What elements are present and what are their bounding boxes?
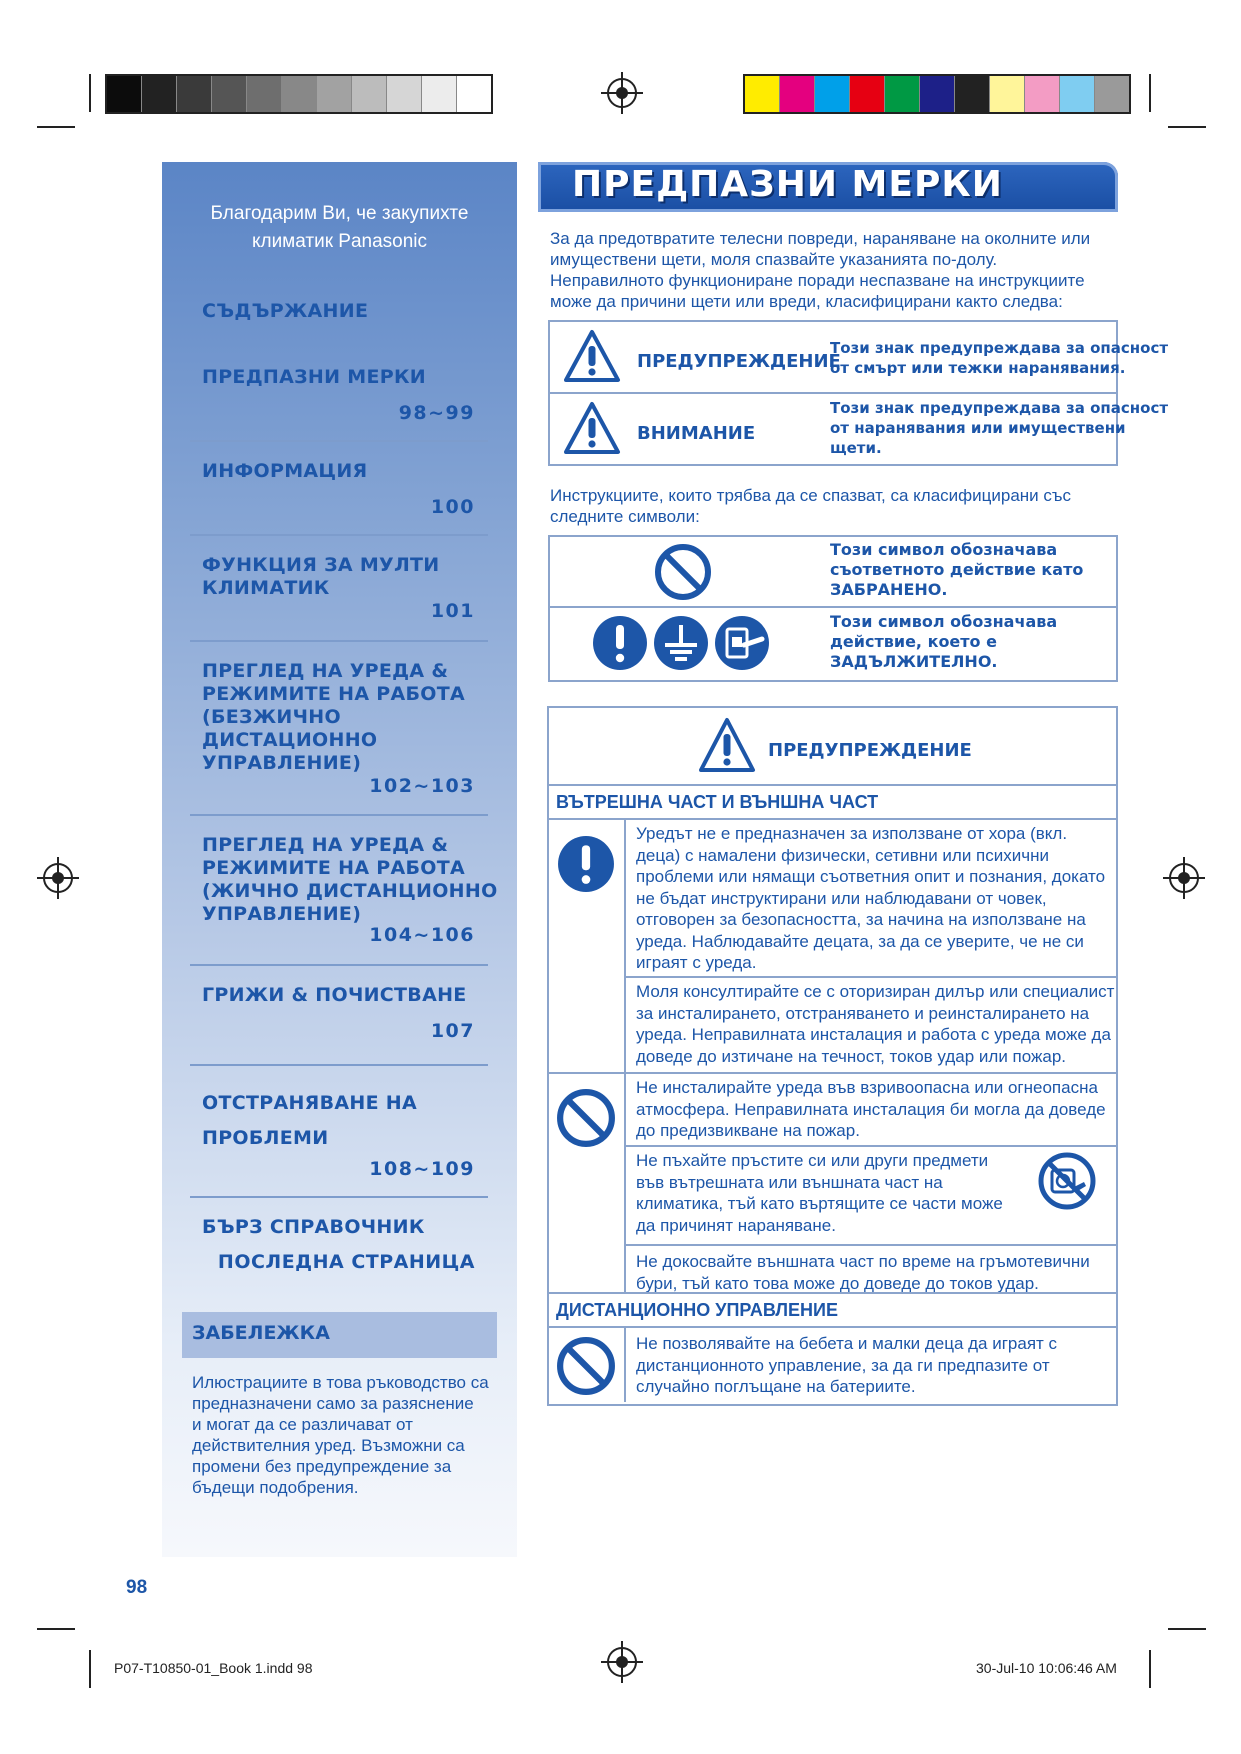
toc-item-precautions[interactable]: ПРЕДПАЗНИ МЕРКИ <box>202 366 426 388</box>
thanks-text <box>162 200 517 256</box>
intro-line: За да предотвратите телесни повреди, нараняване на околните или <box>550 229 1091 248</box>
row-line: до предизвикване на пожар. <box>636 1121 860 1140</box>
unplug-icon <box>714 615 770 671</box>
row-line: Не докосвайте външната част по време на гръмотевични <box>636 1252 1090 1271</box>
table-divider <box>624 1145 1116 1147</box>
note-line: и могат да се различават от <box>192 1415 413 1434</box>
crop-mark <box>1149 74 1151 112</box>
row-line: уреда. Неправилната инсталация и работа с уреда може да <box>636 1025 1111 1044</box>
desc-line: Този знак предупреждава за опасност <box>830 339 1169 357</box>
desc-line: ЗАДЪЛЖИТЕЛНО. <box>830 652 998 671</box>
warning-label: ПРЕДУПРЕЖДЕНИЕ <box>637 351 841 372</box>
symbols-intro <box>550 485 1110 527</box>
table-divider <box>547 818 1116 820</box>
no-fingers-fan-icon <box>1038 1152 1096 1210</box>
crop-mark <box>1168 1628 1206 1630</box>
toc-line-text: ПРЕГЛЕД НА УРЕДА & <box>202 660 449 682</box>
contents-title: СЪДЪРЖАНИЕ <box>202 300 369 322</box>
desc-line: щети. <box>830 439 882 457</box>
crop-mark <box>89 1650 91 1688</box>
toc-line-text: ПРЕГЛЕД НА УРЕДА & <box>202 834 449 856</box>
table-divider <box>548 606 1116 608</box>
caution-description <box>830 398 1168 458</box>
icon-column-divider <box>624 818 626 1292</box>
warning-row-text <box>636 1077 1106 1142</box>
desc-line: съответното действие като <box>830 560 1084 579</box>
crop-mark <box>1149 1650 1151 1688</box>
remote-row-text <box>636 1333 1057 1398</box>
note-text <box>192 1372 492 1498</box>
row-line: случайно поглъщане на батериите. <box>636 1377 916 1396</box>
intro-line: Неправилното функциониране поради неспазване на инструкциите <box>550 271 1085 290</box>
note-line: Илюстрациите в това ръководство са <box>192 1373 489 1392</box>
thanks-line-2: климатик Panasonic <box>251 231 428 252</box>
row-line: не бъдат инструктирани или наблюдавани от човек, <box>636 888 1047 908</box>
toc-item-overview-wired[interactable] <box>202 834 498 926</box>
desc-line: Този символ обозначава <box>830 540 1058 559</box>
registration-mark-icon <box>1169 863 1199 893</box>
toc-line-text: (ЖИЧНО ДИСТАНЦИОННО <box>202 880 498 902</box>
note-title: ЗАБЕЛЕЖКА <box>192 1322 330 1344</box>
row-line: дистанционното управление, за да ги предпазите от <box>636 1355 1050 1375</box>
toc-divider <box>190 534 488 536</box>
row-line: Уредът не е предназначен за използване от хора (вкл. <box>636 824 1068 843</box>
toc-line-text: ОТСТРАНЯВАНЕ НА <box>202 1092 417 1114</box>
toc-item-troubleshooting[interactable] <box>202 1086 417 1156</box>
table-divider <box>547 784 1116 786</box>
row-line: деца) с намалени физически, сетивни или психични <box>636 845 1049 865</box>
warning-table-title: ПРЕДУПРЕЖДЕНИЕ <box>768 740 972 761</box>
row-line: Не инсталирайте уреда във взривоопасна или огнеопасна <box>636 1078 1098 1097</box>
desc-line: от наранявания или имуществени <box>830 419 1126 437</box>
row-line: бури, тъй като това може до доведе до токов удар. <box>636 1273 1039 1293</box>
row-line: проблеми или нямащи съответния опит и познания, докато <box>636 867 1106 886</box>
note-line: бъдещи подобрения. <box>192 1478 359 1497</box>
toc-line-text: ФУНКЦИЯ ЗА МУЛТИ <box>202 554 440 576</box>
toc-divider <box>190 1196 488 1198</box>
row-line: Моля консултирайте се с оторизиран дилър или специалист <box>636 982 1115 1001</box>
toc-page-quick-guide: ПОСЛЕДНА СТРАНИЦА <box>217 1251 475 1273</box>
prohibited-icon <box>556 1088 616 1148</box>
toc-line-text: ДИСТАЦИОННО <box>202 729 378 751</box>
table-divider <box>624 976 1116 978</box>
crop-mark <box>1168 126 1206 128</box>
toc-divider <box>190 640 488 642</box>
warning-description <box>830 338 1168 378</box>
table-divider <box>547 1072 1116 1074</box>
warning-row-text <box>636 1251 1090 1294</box>
row-line: Не позволявайте на бебета и малки деца да играят с <box>636 1334 1058 1353</box>
toc-line-text: РЕЖИМИТЕ НА РАБОТА <box>202 683 465 705</box>
toc-item-care[interactable]: ГРИЖИ & ПОЧИСТВАНЕ <box>202 984 467 1006</box>
table-divider <box>624 1244 1116 1246</box>
desc-line: действие, което е <box>830 632 997 651</box>
icon-column-divider <box>624 1326 626 1402</box>
toc-divider <box>190 964 488 966</box>
earth-ground-icon <box>653 615 709 671</box>
warning-triangle-icon <box>698 716 756 774</box>
intro-paragraph <box>550 228 1110 312</box>
registration-mark-icon <box>43 863 73 893</box>
toc-line-text: (БЕЗЖИЧНО <box>202 706 341 728</box>
section-indoor-outdoor: ВЪТРЕШНА ЧАСТ И ВЪНШНА ЧАСТ <box>556 792 879 812</box>
toc-line-text: УПРАВЛЕНИЕ) <box>202 903 362 925</box>
registration-mark-icon <box>607 78 637 108</box>
toc-page-information: 100 <box>430 496 475 518</box>
warning-row-text <box>636 981 1114 1067</box>
footer-file-name: P07-T10850-01_Book 1.indd 98 <box>114 1660 313 1676</box>
thanks-line-1: Благодарим Ви, че закупихте <box>210 203 469 224</box>
toc-line-text: УПРАВЛЕНИЕ) <box>202 752 362 774</box>
row-line: във вътрешната или външната част на <box>636 1172 943 1192</box>
prohibited-icon <box>556 1336 616 1396</box>
row-line: за инсталирането, отстраняването и реинсталирането на <box>636 1003 1090 1023</box>
toc-divider <box>190 440 488 442</box>
table-divider <box>547 1326 1116 1328</box>
toc-item-overview-wireless[interactable] <box>202 660 465 775</box>
caution-triangle-icon <box>562 400 622 456</box>
desc-line: Този символ обозначава <box>830 612 1058 631</box>
table-divider <box>547 1292 1116 1294</box>
toc-line-text: РЕЖИМИТЕ НА РАБОТА <box>202 857 465 879</box>
grayscale-color-bar <box>105 74 493 114</box>
row-line: доведе до изтичане на течност, токов удар или пожар. <box>636 1046 1067 1066</box>
row-line: уреда. Наблюдавайте децата, за да се уверите, че не си <box>636 931 1084 951</box>
toc-divider <box>190 814 488 816</box>
page-title: ПРЕДПАЗНИ МЕРКИ <box>572 164 1003 205</box>
crop-mark <box>37 1628 75 1630</box>
toc-page-overview-wired: 104~106 <box>369 924 475 946</box>
toc-page-troubleshooting: 108~109 <box>369 1158 475 1180</box>
row-line: Не пъхайте пръстите си или други предмети <box>636 1151 989 1170</box>
row-line: да причинят нараняване. <box>636 1215 836 1235</box>
process-color-bar <box>743 74 1131 114</box>
table-divider <box>548 392 1116 394</box>
page-number: 98 <box>126 1577 148 1598</box>
footer-date: 30-Jul-10 10:06:46 AM <box>976 1660 1117 1676</box>
note-line: предназначени само за разяснение <box>192 1394 474 1413</box>
toc-item-information[interactable]: ИНФОРМАЦИЯ <box>202 460 368 482</box>
toc-line-text: ПРОБЛЕМИ <box>202 1127 329 1149</box>
section-remote-control: ДИСТАНЦИОННО УПРАВЛЕНИЕ <box>556 1300 838 1320</box>
row-line: отговорен за безопасността, за начина на използване на <box>636 910 1086 929</box>
mandatory-exclamation-icon <box>592 615 648 671</box>
symbols-intro-line: Инструкциите, които трябва да се спазват, са класифицирани със <box>550 486 1072 505</box>
intro-line: може да причини щети или вреди, класифицирани както следва: <box>550 292 1063 311</box>
note-line: действителния уред. Възможни са <box>192 1436 465 1455</box>
toc-line-text: КЛИМАТИК <box>202 577 330 599</box>
toc-item-multi[interactable] <box>202 554 440 600</box>
toc-divider <box>190 1064 488 1066</box>
desc-line: от смърт или тежки наранявания. <box>830 359 1126 377</box>
desc-line: ЗАБРАНЕНО. <box>830 580 948 599</box>
crop-mark <box>37 126 75 128</box>
toc-page-multi: 101 <box>430 600 475 622</box>
crop-mark <box>89 74 91 112</box>
row-line: играят с уреда. <box>636 953 757 972</box>
mandatory-exclamation-icon <box>557 835 615 893</box>
warning-row-text <box>636 1150 1003 1236</box>
toc-page-precautions: 98~99 <box>398 402 475 424</box>
row-line: климатика, тъй като въртящите се части може <box>636 1194 1003 1213</box>
prohibited-description <box>830 540 1083 600</box>
toc-item-quick-guide[interactable]: БЪРЗ СПРАВОЧНИК <box>202 1216 425 1238</box>
toc-page-care: 107 <box>430 1020 475 1042</box>
row-line: атмосфера. Неправилната инсталация би могла да доведе <box>636 1099 1106 1119</box>
note-line: промени без предупреждение за <box>192 1457 452 1476</box>
warning-triangle-icon <box>562 328 622 384</box>
symbols-intro-line: следните символи: <box>550 507 700 526</box>
intro-line: имуществени щети, моля спазвайте указанията по-долу. <box>550 250 998 269</box>
mandatory-description <box>830 612 1057 672</box>
desc-line: Този знак предупреждава за опасност <box>830 399 1169 417</box>
caution-label: ВНИМАНИЕ <box>637 423 756 444</box>
prohibited-icon <box>654 543 712 601</box>
toc-page-overview-wireless: 102~103 <box>369 775 475 797</box>
registration-mark-icon <box>607 1647 637 1677</box>
warning-row-text <box>636 823 1105 974</box>
